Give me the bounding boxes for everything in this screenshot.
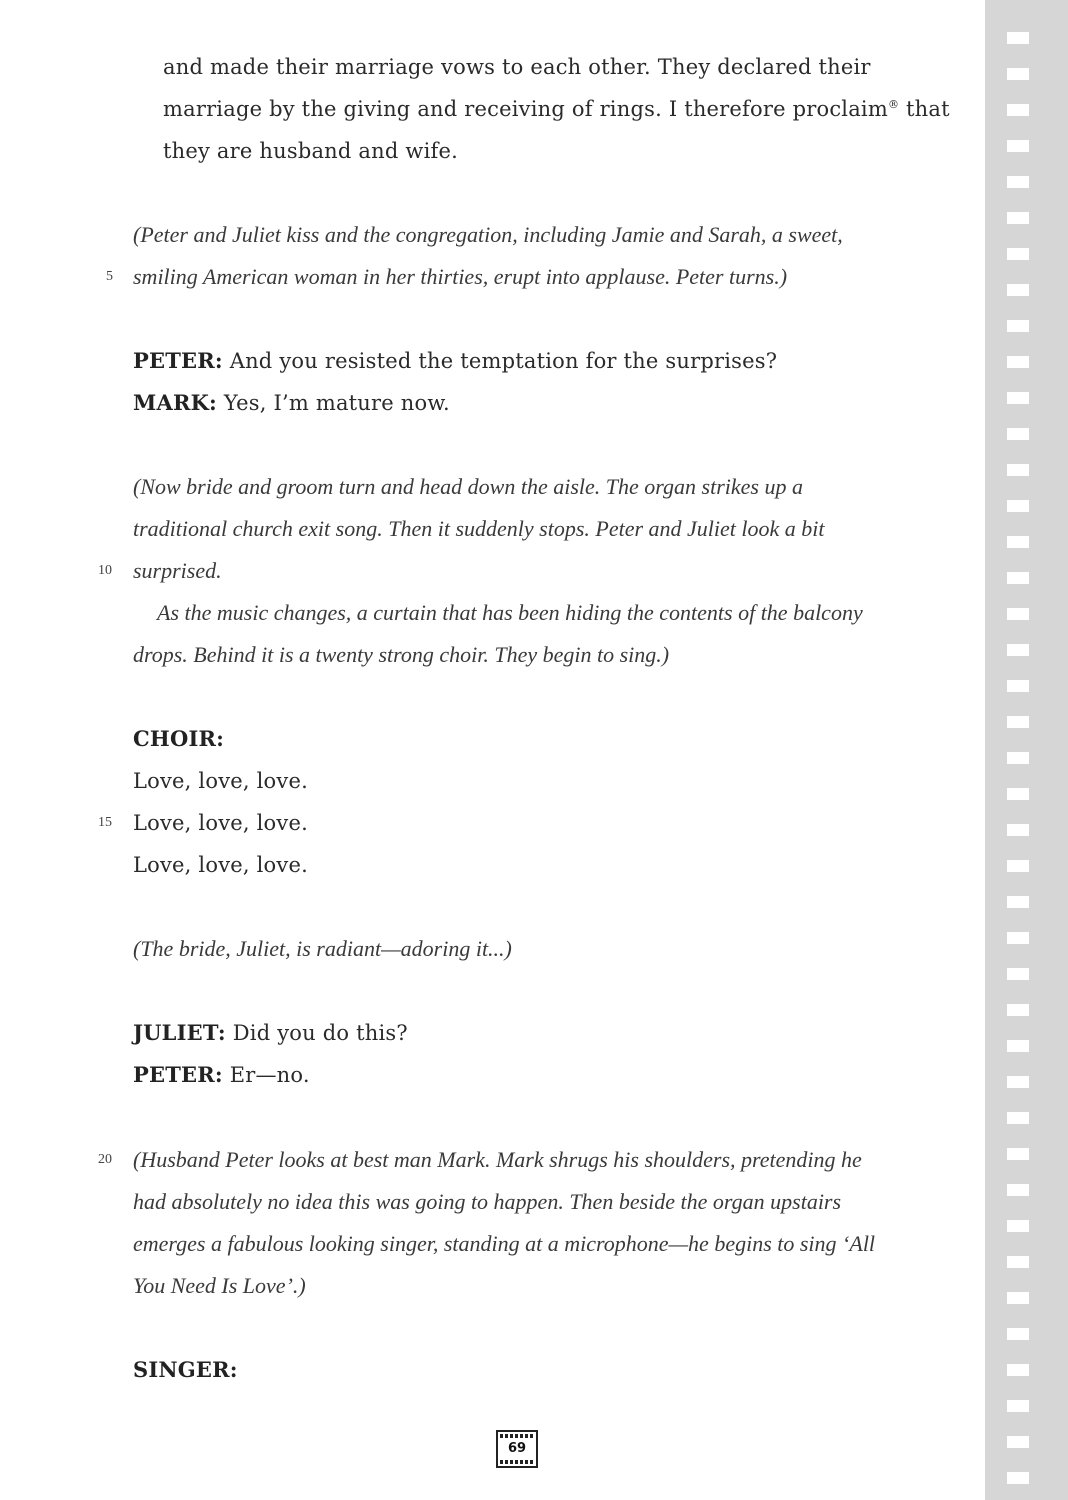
film-hole [1007, 680, 1029, 692]
line-number: 15 [98, 815, 112, 830]
film-hole [1007, 1400, 1029, 1412]
film-hole [1007, 176, 1029, 188]
song-lyric: Love, love, love. [133, 811, 308, 835]
dialogue-line [133, 1012, 408, 1054]
speaker-name: SINGER: [133, 1357, 238, 1382]
dialogue-text: Yes, I’m mature now. [217, 391, 450, 415]
speaker-name: JULIET: [133, 1020, 226, 1045]
film-strip-border [985, 0, 1068, 1500]
film-hole [1007, 392, 1029, 404]
film-hole [1007, 1472, 1029, 1484]
film-hole [1007, 1256, 1029, 1268]
film-hole [1007, 716, 1029, 728]
film-hole [1007, 1004, 1029, 1016]
dialogue-text: Er—no. [222, 1063, 310, 1087]
film-hole [1007, 1328, 1029, 1340]
film-hole [1007, 104, 1029, 116]
stage-direction: emerges a fabulous looking singer, standing at a microphone—he begins to sing ‘All [133, 1231, 876, 1256]
song-lyric: Love, love, love. [133, 853, 308, 877]
film-perforation [500, 1434, 534, 1438]
film-hole [1007, 932, 1029, 944]
speaker-name: PETER: [133, 1062, 223, 1087]
stage-direction: (Husband Peter looks at best man Mark. Mark shrugs his shoulders, pretending he [133, 1147, 862, 1172]
film-hole [1007, 788, 1029, 800]
text-segment: marriage by the giving and receiving of rings. I therefore proclaim [163, 97, 888, 121]
annotation-mark: ® [887, 98, 900, 111]
film-hole [1007, 212, 1029, 224]
film-hole [1007, 1292, 1029, 1304]
film-hole [1007, 608, 1029, 620]
film-hole [1007, 1076, 1029, 1088]
film-hole [1007, 1040, 1029, 1052]
line-number: 5 [106, 269, 113, 284]
stage-direction: As the music changes, a curtain that has been hiding the contents of the balcony [157, 600, 863, 625]
song-lyric: Love, love, love. [133, 769, 308, 793]
dialogue-continuation: and made their marriage vows to each other. They declared their [163, 55, 871, 79]
speaker-name: CHOIR: [133, 726, 225, 751]
film-hole [1007, 1364, 1029, 1376]
film-hole [1007, 896, 1029, 908]
stage-direction: had absolutely no idea this was going to happen. Then beside the organ upstairs [133, 1189, 842, 1214]
film-hole [1007, 248, 1029, 260]
film-hole [1007, 824, 1029, 836]
film-hole [1007, 140, 1029, 152]
film-hole [1007, 968, 1029, 980]
film-hole [1007, 428, 1029, 440]
film-hole [1007, 1220, 1029, 1232]
film-hole [1007, 752, 1029, 764]
film-hole [1007, 644, 1029, 656]
dialogue-text: And you resisted the temptation for the surprises? [222, 349, 778, 373]
film-hole [1007, 1148, 1029, 1160]
text-segment: that [899, 97, 950, 121]
film-hole [1007, 356, 1029, 368]
stage-direction: smiling American woman in her thirties, erupt into applause. Peter turns.) [133, 264, 788, 289]
film-hole [1007, 536, 1029, 548]
line-number: 20 [98, 1152, 112, 1167]
film-hole [1007, 68, 1029, 80]
film-hole [1007, 464, 1029, 476]
film-hole [1007, 860, 1029, 872]
stage-direction: You Need Is Love’.) [133, 1273, 306, 1298]
stage-direction: (The bride, Juliet, is radiant—adoring it...) [133, 936, 512, 961]
speaker-name: MARK: [133, 390, 217, 415]
dialogue-line [133, 1054, 310, 1096]
film-hole [1007, 1184, 1029, 1196]
film-hole [1007, 284, 1029, 296]
film-hole [1007, 1436, 1029, 1448]
stage-direction: (Now bride and groom turn and head down the aisle. The organ strikes up a [133, 474, 803, 499]
page-number: 69 [507, 1441, 527, 1456]
stage-direction: drops. Behind it is a twenty strong choir. They begin to sing.) [133, 642, 670, 667]
line-number: 10 [98, 563, 112, 578]
stage-direction: (Peter and Juliet kiss and the congregation, including Jamie and Sarah, a sweet, [133, 222, 843, 247]
film-hole [1007, 32, 1029, 44]
speaker-name: PETER: [133, 348, 223, 373]
dialogue-text: Did you do this? [225, 1021, 408, 1045]
film-hole [1007, 500, 1029, 512]
dialogue-continuation [163, 88, 950, 130]
stage-direction: traditional church exit song. Then it suddenly stops. Peter and Juliet look a bit [133, 516, 825, 541]
dialogue-line [133, 382, 450, 424]
dialogue-line [133, 340, 777, 382]
stage-direction: surprised. [133, 558, 222, 583]
film-hole [1007, 572, 1029, 584]
film-hole [1007, 1112, 1029, 1124]
film-perforation [500, 1460, 534, 1464]
film-hole [1007, 320, 1029, 332]
dialogue-continuation: they are husband and wife. [163, 139, 458, 163]
page-number-badge [496, 1430, 538, 1468]
